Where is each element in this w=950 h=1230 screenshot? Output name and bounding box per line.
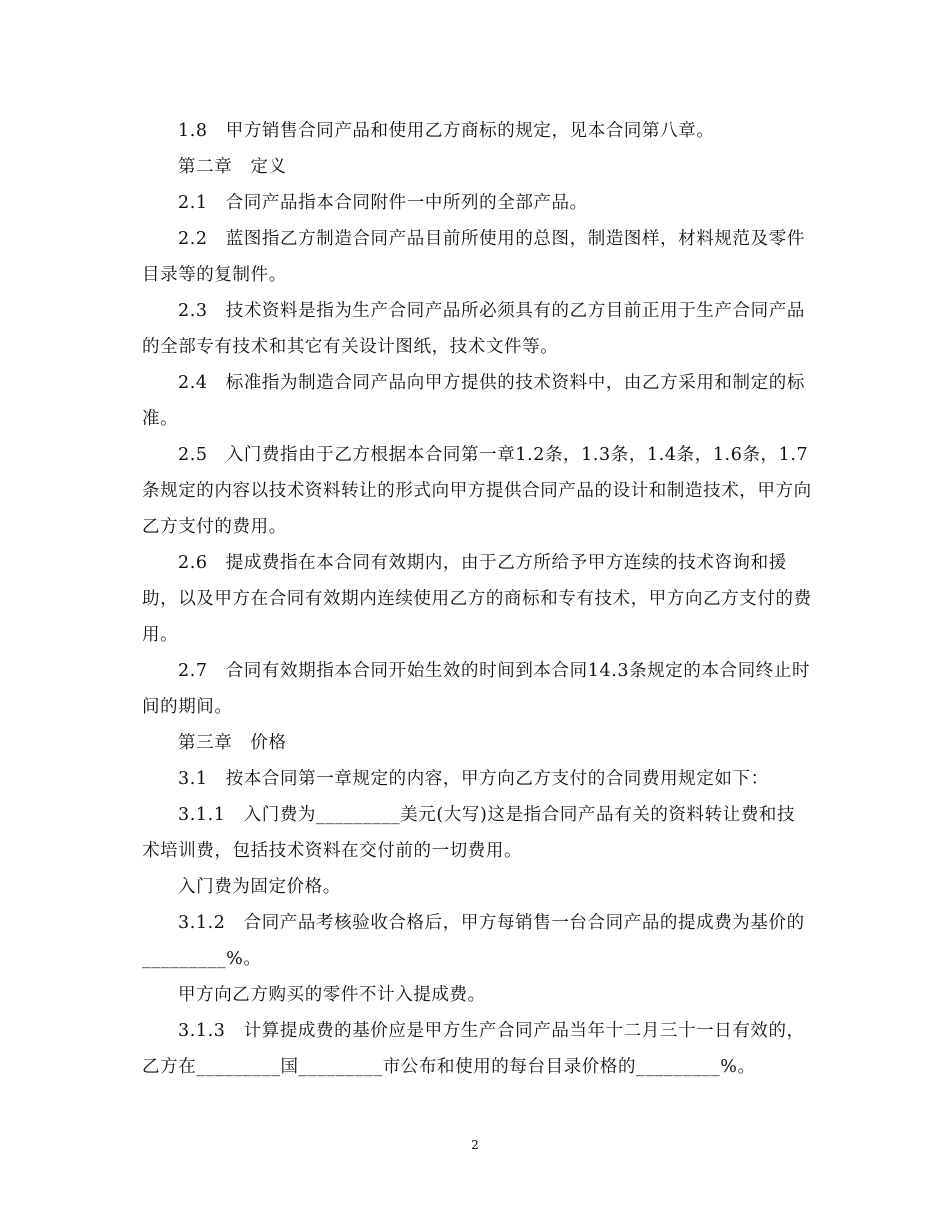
chapter-2-heading: 第二章 定义 xyxy=(178,157,287,177)
clause-3-1-3: 3.1.3 计算提成费的基价应是甲方生产合同产品当年十二月三十一日有效的，乙方在_________国_________市公布和使用的每台目录价格的_________%。 xyxy=(142,1021,805,1077)
chapter-3-heading: 第三章 价格 xyxy=(178,733,287,753)
clause-1-8: 1.8 甲方销售合同产品和使用乙方商标的规定，见本合同第八章。 xyxy=(178,121,715,141)
document-body xyxy=(142,113,812,1085)
clause-2-1: 2.1 合同产品指本合同附件一中所列的全部产品。 xyxy=(178,193,588,213)
clause-2-5: 2.5 入门费指由于乙方根据本合同第一章1.2条，1.3条，1.4条，1.6条，1.7条规定的内容以技术资料转让的形式向甲方提供合同产品的设计和制造技术，甲方向乙方支付的费用。 xyxy=(142,445,812,537)
clause-3-1: 3.1 按本合同第一章规定的内容，甲方向乙方支付的合同费用规定如下： xyxy=(178,769,769,789)
clause-3-1-1: 3.1.1 入门费为_________美元(大写)这是指合同产品有关的资料转让费和技术培训费，包括技术资料在交付前的一切费用。 xyxy=(142,805,796,861)
clause-2-4: 2.4 标准指为制造合同产品向甲方提供的技术资料中，由乙方采用和制定的标准。 xyxy=(142,373,805,429)
clause-2-7: 2.7 合同有效期指本合同开始生效的时间到本合同14.3条规定的本合同终止时间的期间。 xyxy=(142,661,811,717)
entry-fee-note: 入门费为固定价格。 xyxy=(178,877,341,897)
clause-2-6: 2.6 提成费指在本合同有效期内，由于乙方所给予甲方连续的技术咨询和援助，以及甲方在合同有效期内连续使用乙方的商标和专有技术，甲方向乙方支付的费用。 xyxy=(142,553,812,645)
page-number: 2 xyxy=(471,1138,479,1152)
clause-2-3: 2.3 技术资料是指为生产合同产品所必须具有的乙方目前正用于生产合同产品的全部专有技术和其它有关设计图纸，技术文件等。 xyxy=(142,301,805,357)
clause-3-1-2: 3.1.2 合同产品考核验收合格后，甲方每销售一台合同产品的提成费为基价的_________%。 xyxy=(142,913,805,969)
clause-2-2: 2.2 蓝图指乙方制造合同产品目前所使用的总图，制造图样，材料规范及零件目录等的复制件。 xyxy=(142,229,805,285)
parts-note: 甲方向乙方购买的零件不计入提成费。 xyxy=(178,985,486,1005)
